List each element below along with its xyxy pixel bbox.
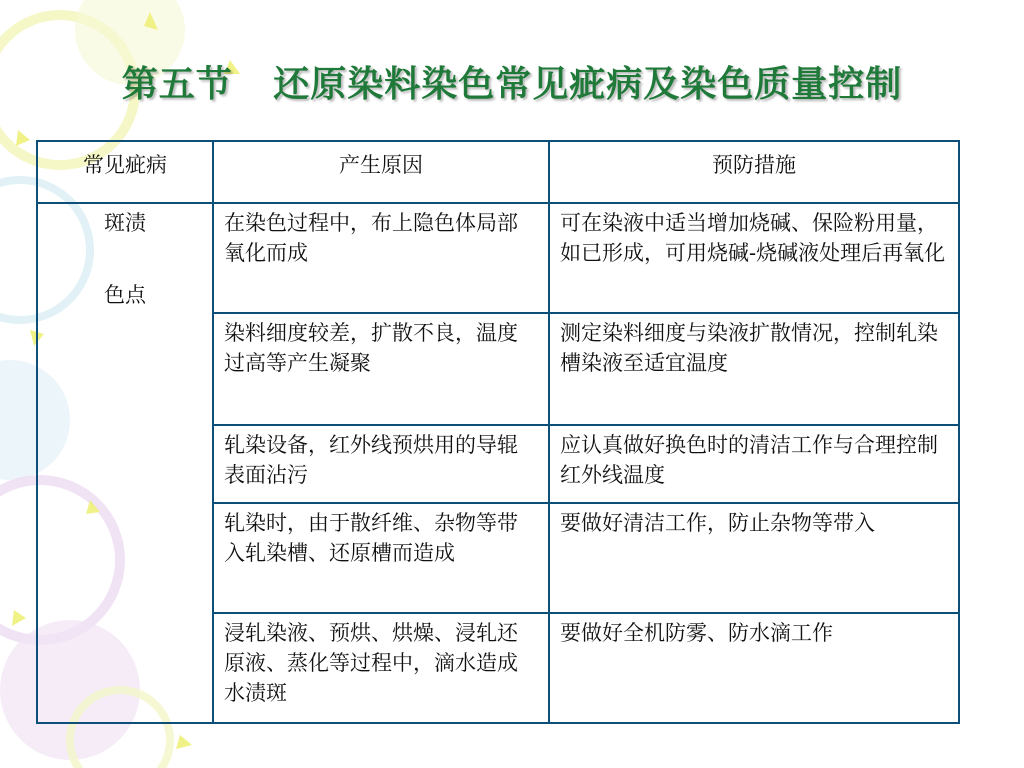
header-prevention: 预防措施 <box>549 141 959 203</box>
leaf-shape <box>16 130 30 146</box>
table-header-row <box>37 141 959 203</box>
leaf-shape <box>176 735 192 749</box>
defect-table <box>36 140 960 724</box>
header-cause: 产生原因 <box>213 141 549 203</box>
defect-cell <box>37 203 213 723</box>
cause-cell: 轧染时，由于散纤维、杂物等带入轧染槽、还原槽而造成 <box>213 503 549 613</box>
prevention-cell: 要做好全机防雾、防水滴工作 <box>549 613 959 723</box>
prevention-cell: 测定染料细度与染液扩散情况，控制轧染槽染液至适宜温度 <box>549 313 959 425</box>
header-defect: 常见疵病 <box>37 141 213 203</box>
defect-name-2: 色点 <box>104 283 146 307</box>
cause-cell: 浸轧染液、预烘、烘燥、浸轧还原液、蒸化等过程中，滴水造成水渍斑 <box>213 613 549 723</box>
slide-title: 第五节 还原染料染色常见疵病及染色质量控制 <box>121 63 903 105</box>
leaf-shape <box>12 610 26 626</box>
defect-gap <box>48 238 202 280</box>
cause-cell: 染料细度较差，扩散不良，温度过高等产生凝聚 <box>213 313 549 425</box>
defect-name-1: 斑渍 <box>104 211 146 235</box>
prevention-cell: 可在染液中适当增加烧碱、保险粉用量，如已形成，可用烧碱-烧碱液处理后再氧化 <box>549 203 959 313</box>
table-row <box>37 203 959 313</box>
prevention-cell: 要做好清洁工作，防止杂物等带入 <box>549 503 959 613</box>
prevention-cell: 应认真做好换色时的清洁工作与合理控制红外线温度 <box>549 425 959 503</box>
cause-cell: 轧染设备，红外线预烘用的导辊表面沾污 <box>213 425 549 503</box>
cause-cell: 在染色过程中，布上隐色体局部氧化而成 <box>213 203 549 313</box>
